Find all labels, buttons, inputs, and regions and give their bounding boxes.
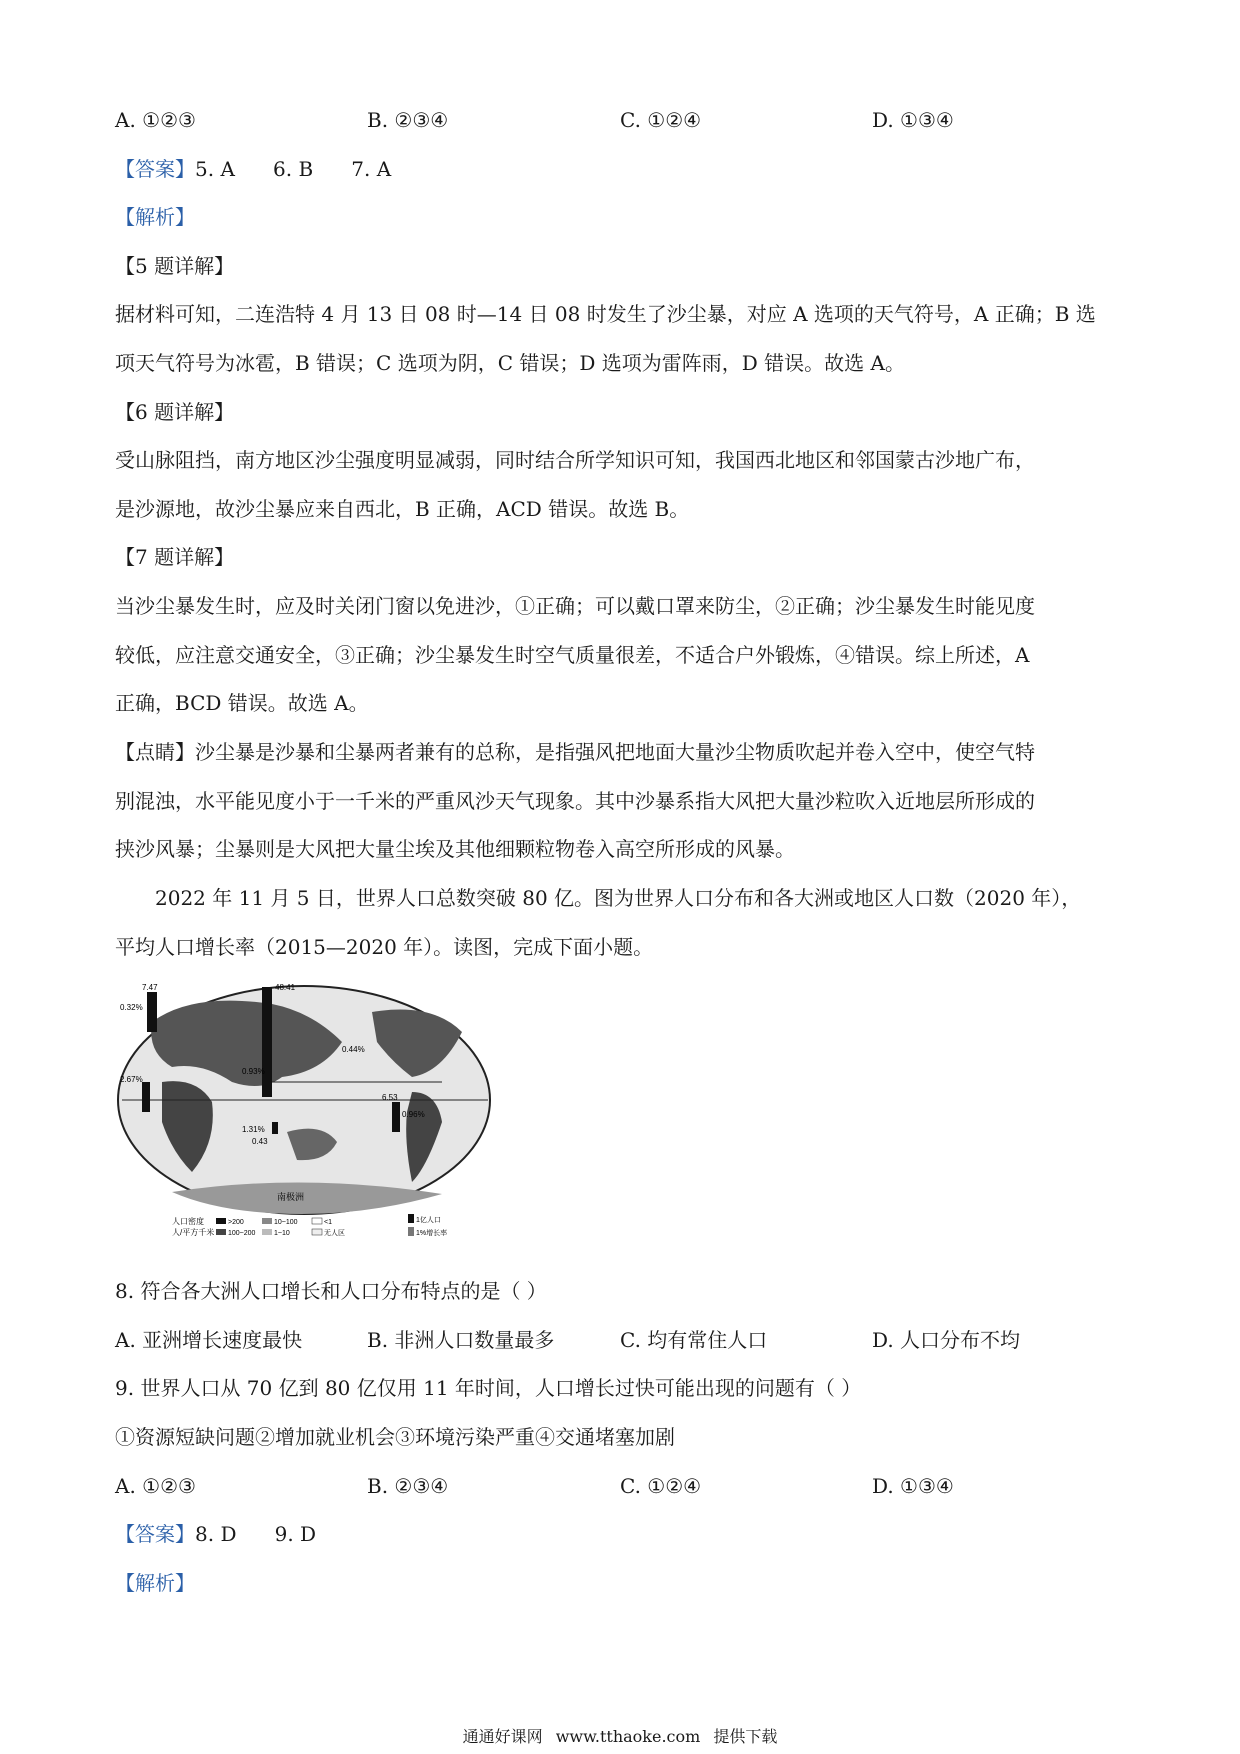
label-1: 0.32%	[120, 1003, 143, 1012]
intro-line1: 2022 年 11 月 5 日，世界人口总数突破 80 亿。图为世界人口分布和各大洲或地区人口数（2020 年），	[155, 886, 1082, 910]
q8-option-b: B. 非洲人口数量最多	[367, 1328, 555, 1352]
map-figure	[112, 982, 500, 1242]
legend-bar: 1亿人口	[416, 1217, 441, 1224]
q5-line1: 据材料可知，二连浩特 4 月 13 日 08 时—14 日 08 时发生了沙尘暴，对应 A 选项的天气符号，A 正确；B 选	[115, 302, 1096, 326]
q5-title: 【5 题详解】	[115, 254, 235, 278]
q7-title: 【7 题详解】	[115, 545, 235, 569]
q9-option-d: D. ①③④	[872, 1474, 954, 1498]
legend-rate: 1%增长率	[416, 1230, 448, 1237]
dianjing-text1: 沙尘暴是沙暴和尘暴两者兼有的总称，是指强风把地面大量沙尘物质吹起并卷入空中，使空气特	[195, 740, 1035, 764]
legend-item-2: <1	[324, 1219, 332, 1226]
answer-line	[115, 157, 391, 181]
q7-line3: 正确，BCD 错误。故选 A。	[115, 691, 369, 715]
legend-item-5: 无人区	[324, 1230, 345, 1237]
q8-option-d: D. 人口分布不均	[872, 1328, 1021, 1352]
answer2-line	[115, 1522, 316, 1546]
label-2: 48.41	[275, 983, 296, 992]
dianjing-line1	[115, 740, 1035, 764]
legend-item-1: 10~100	[274, 1219, 298, 1226]
q5-line2: 项天气符号为冰雹，B 错误；C 选项为阴，C 错误；D 选项为雷阵雨，D 错误。故选 A。	[115, 351, 905, 375]
legend-item-0: >200	[228, 1219, 244, 1226]
q6-line2: 是沙源地，故沙尘暴应来自西北，B 正确，ACD 错误。故选 B。	[115, 497, 690, 521]
q8-option-a: A. 亚洲增长速度最快	[115, 1328, 303, 1352]
legend-unit: 人/平方千米	[172, 1228, 215, 1237]
q6-title: 【6 题详解】	[115, 400, 235, 424]
q9-option-c: C. ①②④	[620, 1474, 702, 1498]
footer-url[interactable]: www.tthaoke.com	[555, 1727, 701, 1746]
label-7: 6.53	[382, 1093, 398, 1102]
option-b: B. ②③④	[367, 108, 449, 132]
bar-south-america	[392, 1102, 400, 1132]
label-3: 0.44%	[342, 1045, 365, 1054]
label-9: 0.43	[252, 1137, 268, 1146]
bar-asia	[262, 987, 272, 1097]
option-d: D. ①③④	[872, 108, 954, 132]
q9-stem: 9. 世界人口从 70 亿到 80 亿仅用 11 年时间，人口增长过快可能出现的问题有（ ）	[115, 1376, 862, 1400]
legend-title: 人口密度	[172, 1217, 204, 1226]
answer2-text: 8. D 9. D	[195, 1522, 317, 1546]
label-0: 7.47	[142, 983, 158, 992]
answer2-tag: 【答案】	[115, 1522, 195, 1546]
world-population-map	[112, 982, 500, 1242]
q6-line1: 受山脉阻挡，南方地区沙尘强度明显减弱，同时结合所学知识可知，我国西北地区和邻国蒙古沙地广布，	[115, 448, 1035, 472]
q7-line1: 当沙尘暴发生时，应及时关闭门窗以免进沙，①正确；可以戴口罩来防尘，②正确；沙尘暴发生时能见度	[115, 594, 1035, 618]
page-footer	[0, 1727, 1240, 1747]
bar-europe	[147, 992, 157, 1032]
q9-items: ①资源短缺问题②增加就业机会③环境污染严重④交通堵塞加剧	[115, 1425, 675, 1449]
q8-stem: 8. 符合各大洲人口增长和人口分布特点的是（ ）	[115, 1279, 547, 1303]
answer-tag: 【答案】	[115, 157, 195, 181]
bar-africa	[142, 1082, 150, 1112]
analysis-tag-2: 【解析】	[115, 1571, 195, 1595]
bar-oceania	[272, 1122, 278, 1134]
label-6: 0.96%	[402, 1110, 425, 1119]
label-8: 1.31%	[242, 1125, 265, 1134]
footer-site: 通通好课网	[462, 1727, 543, 1746]
option-a: A. ①②③	[115, 108, 196, 132]
label-4: 0.93%	[242, 1067, 265, 1076]
q9-option-b: B. ②③④	[367, 1474, 449, 1498]
option-c: C. ①②④	[620, 108, 702, 132]
q7-line2: 较低，应注意交通安全，③正确；沙尘暴发生时空气质量很差，不适合户外锻炼，④错误。综上所述，A	[115, 643, 1030, 667]
analysis-tag: 【解析】	[115, 205, 195, 229]
dianjing-line3: 挟沙风暴；尘暴则是大风把大量尘埃及其他细颗粒物卷入高空所形成的风暴。	[115, 837, 795, 861]
dianjing-line2: 别混浊，水平能见度小于一千米的严重风沙天气现象。其中沙暴系指大风把大量沙粒吹入近地层所形成的	[115, 789, 1035, 813]
legend-item-3: 100~200	[228, 1230, 256, 1237]
footer-note: 提供下载	[713, 1727, 778, 1746]
label-5: 2.67%	[120, 1075, 143, 1084]
q8-option-c: C. 均有常住人口	[620, 1328, 768, 1352]
intro-line2: 平均人口增长率（2015—2020 年）。读图，完成下面小题。	[115, 935, 654, 959]
q9-option-a: A. ①②③	[115, 1474, 196, 1498]
legend-item-4: 1~10	[274, 1230, 290, 1237]
answer-text: 5. A 6. B 7. A	[195, 157, 392, 181]
antarctica-label: 南极洲	[277, 1192, 305, 1202]
dianjing-tag: 【点睛】	[115, 740, 195, 764]
